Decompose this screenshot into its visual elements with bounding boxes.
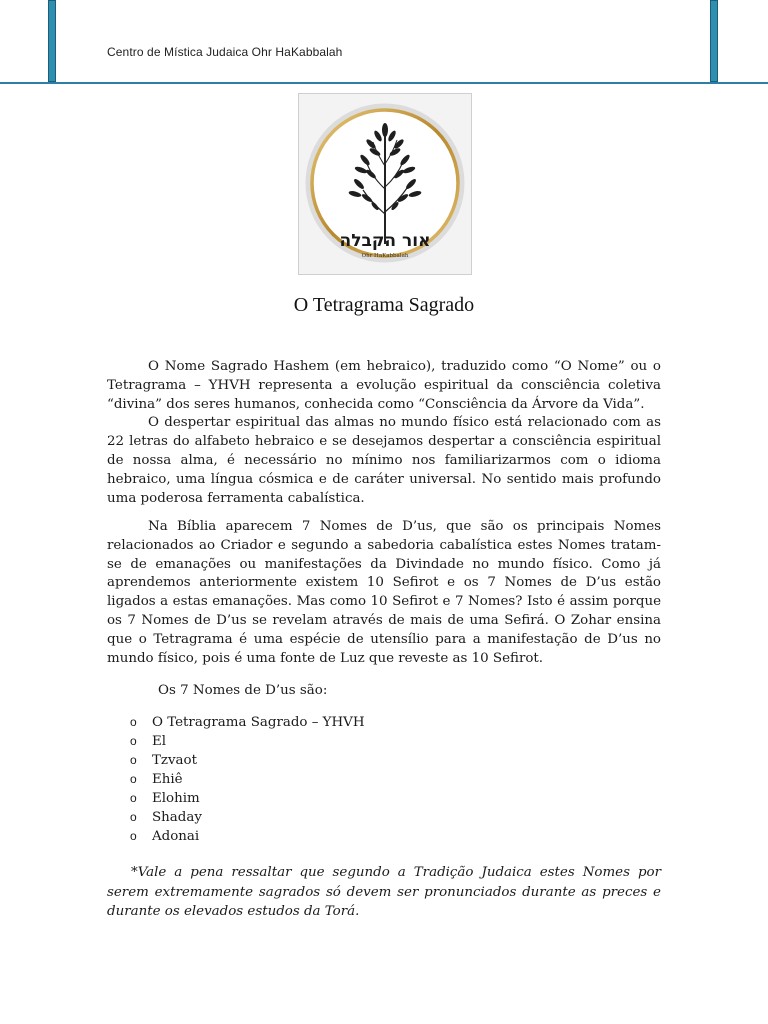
circle-bullet-icon: o [130,734,137,748]
logo-hebrew-text: אור הקבלה [339,231,431,251]
paragraph-3: Na Bíblia aparecem 7 Nomes de D’us, que são os principais Nomes relacionados ao Criador e segundo a sabedoria cabalística estes Nomes tratam-se de emanações ou manifestações da Divindade no mundo físico. Como já aprendemos anteriormente existem 10 Sefirot e os 7 Nomes de D’us estão ligados a estas emanações. Mas como 10 Sefirot e 7 Nomes? Isto é assim porque os 7 Nomes de D’us se revelam através de mais de uma Sefirá. O Zohar ensina que o Tetragrama é uma espécie de utensílio para a manifestação de D’us no mundo físico, pois é uma fonte de Luz que reveste as 10 Sefirot. [107,519,661,666]
paragraph-2: O despertar espiritual das almas no mundo físico está relacionado com as 22 letras do alfabeto hebraico e se desejamos despertar a consciência espiritual de nossa alma, é necessário no mínimo nos familiarizarmos com o idioma hebraico, uma língua cósmica e de caráter universal. No sentido mais profundo uma poderosa ferramenta cabalística. [107,415,661,506]
tree-of-life-logo-icon [299,94,471,274]
body-paragraph-3 [107,518,661,668]
circle-bullet-icon: o [130,772,137,786]
circle-bullet-icon: o [130,715,137,729]
list-item [130,808,365,827]
list-item-label: Adonai [152,829,200,844]
names-list [130,713,365,846]
list-item [130,713,365,732]
list-intro: Os 7 Nomes de D’us são: [158,683,328,698]
footnote-text: *Vale a pena ressaltar que segundo a Tradição Judaica estes Nomes por serem extremamente sagrados só devem ser pronunciados durante as preces e durante os elevados estudos da Torá. [107,865,661,919]
list-item [130,751,365,770]
list-item [130,732,365,751]
header-rule [0,82,768,84]
logo [298,93,472,275]
list-item [130,789,365,808]
circle-bullet-icon: o [130,829,137,843]
list-item-label: Elohim [152,791,200,806]
circle-bullet-icon: o [130,810,137,824]
header-corner-bar-right [710,0,718,82]
body-paragraphs-1-2 [107,358,661,508]
list-item [130,827,365,846]
footnote [107,863,661,922]
list-item-label: El [152,734,167,749]
list-item-label: Tzvaot [152,753,197,768]
circle-bullet-icon: o [130,791,137,805]
logo-latin-text: Ohr HaKabbalah [361,253,409,259]
list-item-label: Shaday [152,810,202,825]
list-item-label: O Tetragrama Sagrado – YHVH [152,715,365,730]
header-text: Centro de Mística Judaica Ohr HaKabbalah [107,45,343,59]
paragraph-1: O Nome Sagrado Hashem (em hebraico), traduzido como “O Nome” ou o Tetragrama – YHVH representa a evolução espiritual da consciência coletiva “divina” dos seres humanos, conhecida como “Consciência da Árvore da Vida”. [107,359,661,412]
circle-bullet-icon: o [130,753,137,767]
header-corner-bar-left [48,0,56,82]
list-item-label: Ehiê [152,772,183,787]
page-title: O Tetragrama Sagrado [293,294,475,316]
list-item [130,770,365,789]
